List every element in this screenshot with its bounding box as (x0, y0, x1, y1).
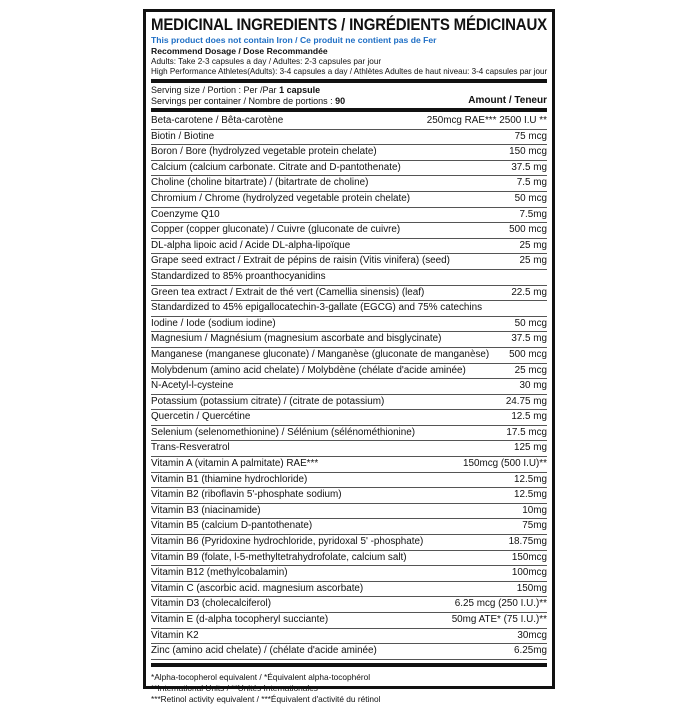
ingredient-amount: 30 mg (519, 380, 547, 392)
ingredient-row (151, 301, 547, 317)
ingredient-amount: 30mcg (517, 629, 547, 641)
ingredient-name: DL-alpha lipoic acid / Acide DL-alpha-lipoïque (151, 239, 351, 251)
ingredient-name: Manganese (manganese gluconate) / Manganèse (gluconate de manganèse) (151, 348, 490, 360)
servings-per-container-value: 90 (335, 95, 346, 106)
ingredient-name: Vitamin B6 (Pyridoxine hydrochloride, pyridoxal 5' -phosphate) (151, 536, 424, 548)
ingredient-amount: 75 mcg (514, 130, 547, 142)
ingredient-amount: 22.5 mg (511, 286, 547, 298)
ingredient-amount: 12.5 mg (511, 411, 547, 423)
ingredients-label-panel (143, 9, 555, 704)
ingredient-amount: 150mcg (511, 551, 547, 563)
ingredient-name: Choline (choline bitartrate) / (bitartrate de choline) (151, 177, 369, 189)
ingredient-row (151, 379, 547, 395)
ingredient-row (151, 457, 547, 473)
ingredient-row (151, 644, 547, 660)
ingredient-row (151, 161, 547, 177)
ingredient-amount: 7.5mg (519, 208, 547, 220)
ingredient-name: Potassium (potassium citrate) / (citrate de potassium) (151, 395, 385, 407)
ingredient-amount: 100mcg (511, 567, 547, 579)
ingredient-name: Vitamin D3 (cholecalciferol) (151, 598, 272, 610)
ingredient-name: Copper (copper gluconate) / Cuivre (gluconate de cuivre) (151, 224, 401, 236)
ingredient-amount: 6.25mg (514, 645, 547, 657)
ingredient-list (151, 114, 547, 660)
servings-per-container (151, 96, 345, 107)
ingredient-row (151, 332, 547, 348)
ingredient-name: N-Acetyl-l-cysteine (151, 380, 234, 392)
label-title: MEDICINAL INGREDIENTS / INGRÉDIENTS MÉDICINAUX (151, 16, 547, 34)
ingredient-row (151, 441, 547, 457)
footnote: *Alpha-tocopherol equivalent / *Équivalent alpha-tocophérol (151, 671, 371, 682)
dosage-line: High Performance Athletes(Adults): 3-4 capsules a day / Athlètes Adultes de haut niveau: 3-4 capsules par jour (151, 67, 548, 76)
ingredient-amount: 12.5mg (514, 473, 547, 485)
iron-note: This product does not contain Iron / Ce produit ne contient pas de Fer (151, 35, 437, 45)
ingredient-amount: 25 mg (519, 255, 547, 267)
dosage-line: Adults: Take 2-3 capsules a day / Adultes: 2-3 capsules par jour (151, 57, 382, 66)
ingredient-amount: 50mg ATE* (75 I.U.)** (451, 614, 547, 625)
ingredient-name: Vitamin C (ascorbic acid. magnesium ascorbate) (151, 582, 364, 594)
ingredient-amount: 24.75 mg (505, 395, 547, 407)
ingredient-amount: 250mcg RAE*** 2500 I.U ** (426, 115, 547, 126)
ingredient-row (151, 223, 547, 239)
divider-thick (151, 79, 547, 83)
ingredient-amount: 25 mcg (514, 364, 547, 376)
ingredient-amount: 150mcg (500 I.U)** (463, 458, 547, 470)
ingredient-amount: 500 mcg (509, 224, 547, 236)
ingredient-name: Vitamin B2 (riboflavin 5'-phosphate sodium) (151, 489, 342, 501)
ingredient-amount: 25 mg (519, 239, 547, 251)
ingredient-name: Coenzyme Q10 (151, 208, 220, 220)
dosage-heading: Recommend Dosage / Dose Recommandée (151, 46, 328, 56)
ingredient-row (151, 488, 547, 504)
ingredient-name: Vitamin B3 (niacinamide) (151, 504, 261, 516)
ingredient-row (151, 629, 547, 645)
servings-per-container-label: Servings per container / Nombre de portions : (151, 95, 336, 106)
footnote: ***Retinol activity equivalent / ***Équivalent d'activité du rétinol (151, 693, 381, 704)
ingredient-row (151, 286, 547, 302)
ingredient-name: Vitamin B12 (methylcobalamin) (151, 567, 288, 579)
ingredient-row (151, 566, 547, 582)
ingredient-row (151, 504, 547, 520)
ingredient-row (151, 613, 547, 629)
ingredient-row (151, 317, 547, 333)
ingredient-name: Biotin / Biotine (151, 130, 215, 142)
ingredient-amount: 50 mcg (514, 192, 547, 204)
ingredient-row (151, 426, 547, 442)
ingredient-row (151, 114, 547, 130)
ingredient-name: Grape seed extract / Extrait de pépins de raisin (Vitis vinifera) (seed) (151, 255, 450, 267)
ingredient-row (151, 582, 547, 598)
ingredient-name: Green tea extract / Extrait de thé vert (Camellia sinensis) (leaf) (151, 286, 425, 298)
ingredient-amount: 10mg (522, 504, 547, 516)
ingredient-row (151, 535, 547, 551)
ingredient-row (151, 176, 547, 192)
ingredient-name: Standardized to 45% epigallocatechin-3-gallate (EGCG) and 75% catechins (151, 302, 483, 314)
ingredient-row (151, 395, 547, 411)
ingredient-row (151, 192, 547, 208)
ingredient-name: Zinc (amino acid chelate) / (chélate d'acide aminée) (151, 645, 377, 657)
ingredient-row (151, 348, 547, 364)
serving-size (151, 85, 345, 96)
amount-heading: Amount / Teneur (468, 94, 547, 106)
ingredient-amount: 37.5 mg (511, 161, 547, 173)
ingredient-amount: 18.75mg (508, 536, 547, 548)
ingredient-name: Vitamin B1 (thiamine hydrochloride) (151, 473, 308, 485)
ingredient-row (151, 597, 547, 613)
ingredient-name: Molybdenum (amino acid chelate) / Molybdène (chélate d'acide aminée) (151, 364, 466, 376)
ingredient-amount: 7.5 mg (516, 177, 547, 189)
ingredient-amount: 150mg (516, 582, 547, 594)
ingredient-row (151, 208, 547, 224)
ingredient-row (151, 473, 547, 489)
ingredient-name: Magnesium / Magnésium (magnesium ascorbate and bisglycinate) (151, 333, 442, 345)
ingredient-row (151, 410, 547, 426)
ingredient-row (151, 254, 547, 270)
ingredient-name: Selenium (selenomethionine) / Sélénium (sélénométhionine) (151, 426, 416, 438)
ingredient-name: Beta-carotene / Bêta-carotène (151, 115, 284, 126)
ingredient-row (151, 364, 547, 380)
footnote: **International Units / **Unités Internationales (151, 682, 318, 693)
ingredient-name: Vitamin K2 (151, 629, 199, 641)
serving-size-value: 1 capsule (279, 85, 321, 95)
ingredient-amount: 150 mcg (509, 146, 547, 158)
ingredient-row (151, 519, 547, 535)
ingredient-name: Iodine / Iode (sodium iodine) (151, 317, 276, 329)
divider-thick (151, 108, 547, 112)
ingredient-name: Trans-Resveratrol (151, 442, 230, 454)
ingredient-name: Standardized to 85% proanthocyanidins (151, 270, 326, 282)
ingredient-name: Chromium / Chrome (hydrolyzed vegetable protein chelate) (151, 192, 411, 204)
ingredient-name: Vitamin A (vitamin A palmitate) RAE*** (151, 458, 319, 470)
ingredient-amount: 125 mg (514, 442, 547, 454)
divider-thick (151, 663, 547, 667)
ingredient-amount: 6.25 mcg (250 I.U.)** (454, 598, 547, 610)
ingredient-name: Vitamin B5 (calcium D-pantothenate) (151, 520, 313, 532)
ingredient-amount: 12.5mg (514, 489, 547, 501)
ingredient-amount: 75mg (522, 520, 547, 532)
ingredient-name: Calcium (calcium carbonate. Citrate and D-pantothenate) (151, 161, 401, 173)
serving-info (151, 85, 547, 106)
ingredient-name: Boron / Bore (hydrolyzed vegetable protein chelate) (151, 146, 377, 158)
ingredient-name: Vitamin E (d-alpha tocopheryl succiante) (151, 614, 329, 625)
ingredient-name: Quercetin / Quercétine (151, 411, 251, 423)
ingredient-name: Vitamin B9 (folate, l-5-methyltetrahydrofolate, calcium salt) (151, 551, 407, 563)
ingredient-amount: 50 mcg (514, 317, 547, 329)
serving-text (151, 85, 345, 106)
ingredient-row (151, 239, 547, 255)
ingredient-amount: 500 mcg (509, 348, 547, 360)
ingredient-amount: 37.5 mg (511, 333, 547, 345)
ingredient-row (151, 270, 547, 286)
ingredient-row (151, 130, 547, 146)
serving-size-label: Serving size / Portion : Per /Par (151, 85, 280, 95)
ingredient-row (151, 145, 547, 161)
ingredient-amount: 17.5 mcg (506, 426, 547, 438)
ingredient-row (151, 551, 547, 567)
